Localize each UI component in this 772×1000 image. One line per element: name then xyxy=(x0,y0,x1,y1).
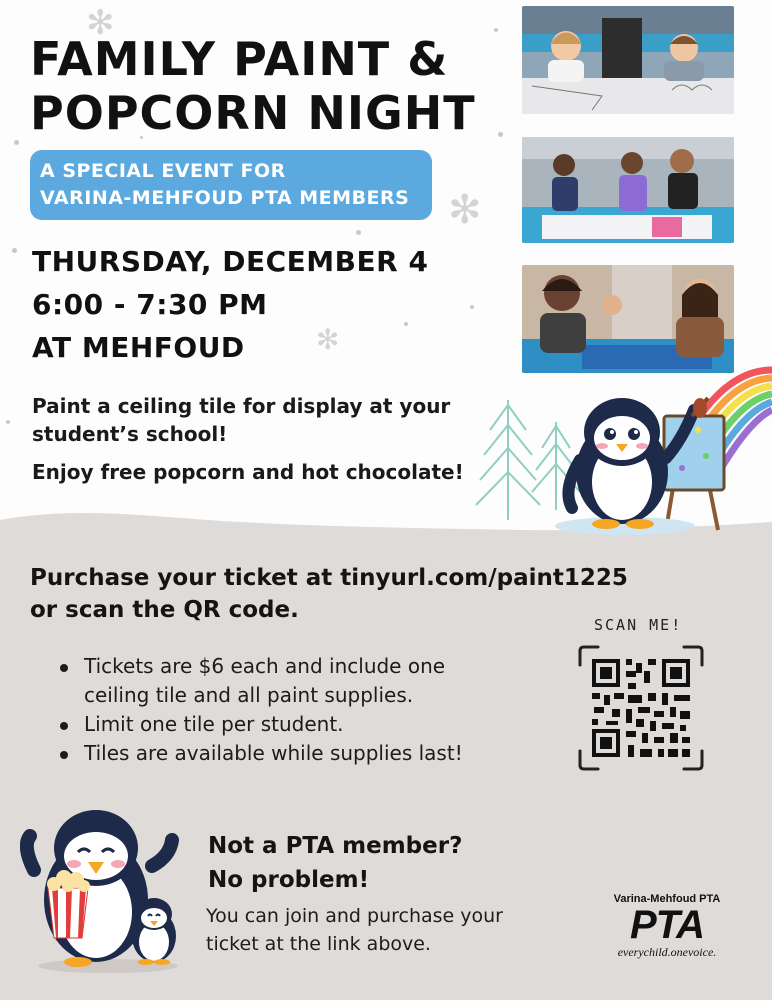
penguin-painting-icon xyxy=(470,360,772,540)
not-member-heading xyxy=(208,829,462,897)
list-item: Limit one tile per student. xyxy=(60,710,463,739)
snowflake-icon: ✻ xyxy=(86,3,115,43)
speckle xyxy=(356,230,361,235)
qr-code-icon[interactable] xyxy=(578,645,704,771)
title-line-2: POPCORN NIGHT xyxy=(30,86,476,140)
snowflake-icon: ✻ xyxy=(316,323,340,356)
event-location: AT MEHFOUD xyxy=(32,331,245,364)
purchase-line-1: Purchase your ticket at tinyurl.com/paint1225 xyxy=(30,565,628,591)
event-photo xyxy=(522,137,734,243)
speckle xyxy=(498,132,503,137)
event-title xyxy=(30,32,476,140)
speckle xyxy=(14,140,19,145)
list-item: Tiles are available while supplies last! xyxy=(60,739,463,768)
speckle xyxy=(6,420,10,424)
event-time: 6:00 - 7:30 PM xyxy=(32,288,268,321)
speckle xyxy=(470,305,474,309)
purchase-line-2: or scan the QR code. xyxy=(30,597,299,623)
speckle xyxy=(494,28,498,32)
not-member-line-2: No problem! xyxy=(208,867,370,893)
list-item-continued: ceiling tile and all paint supplies. xyxy=(84,683,414,707)
description-line: Enjoy free popcorn and hot chocolate! xyxy=(32,460,464,484)
list-item: Tickets are $6 each and include one xyxy=(60,652,463,681)
pill-line-1: A SPECIAL EVENT FOR xyxy=(40,160,286,182)
event-photo xyxy=(522,265,734,373)
pta-logo-tagline: everychild.onevoice. xyxy=(617,945,717,959)
join-line-2: ticket at the link above. xyxy=(206,933,431,955)
pta-logo-mark: PTA xyxy=(629,903,705,947)
event-details xyxy=(32,240,428,369)
pill-line-2: VARINA-MEHFOUD PTA MEMBERS xyxy=(40,187,410,209)
title-line-1: FAMILY PAINT & xyxy=(30,32,449,86)
pta-logo-org: Varina-Mehfoud PTA xyxy=(613,893,721,905)
event-date: THURSDAY, DECEMBER 4 xyxy=(32,245,429,278)
event-description xyxy=(32,392,492,496)
purchase-heading xyxy=(30,562,628,626)
description-line: Paint a ceiling tile for display at your student’s school! xyxy=(32,394,451,446)
scan-me-label: SCAN ME! xyxy=(594,616,683,634)
penguin-popcorn-icon xyxy=(20,796,190,976)
speckle xyxy=(12,248,17,253)
ticket-details-list xyxy=(60,652,463,768)
not-member-line-1: Not a PTA member? xyxy=(208,833,463,859)
join-line-1: You can join and purchase your xyxy=(206,905,503,927)
pta-logo xyxy=(592,893,742,960)
event-photo xyxy=(522,6,734,114)
snowflake-icon: ✻ xyxy=(448,187,482,233)
join-text xyxy=(206,902,503,958)
member-event-pill xyxy=(30,150,432,220)
list-item xyxy=(60,681,463,710)
